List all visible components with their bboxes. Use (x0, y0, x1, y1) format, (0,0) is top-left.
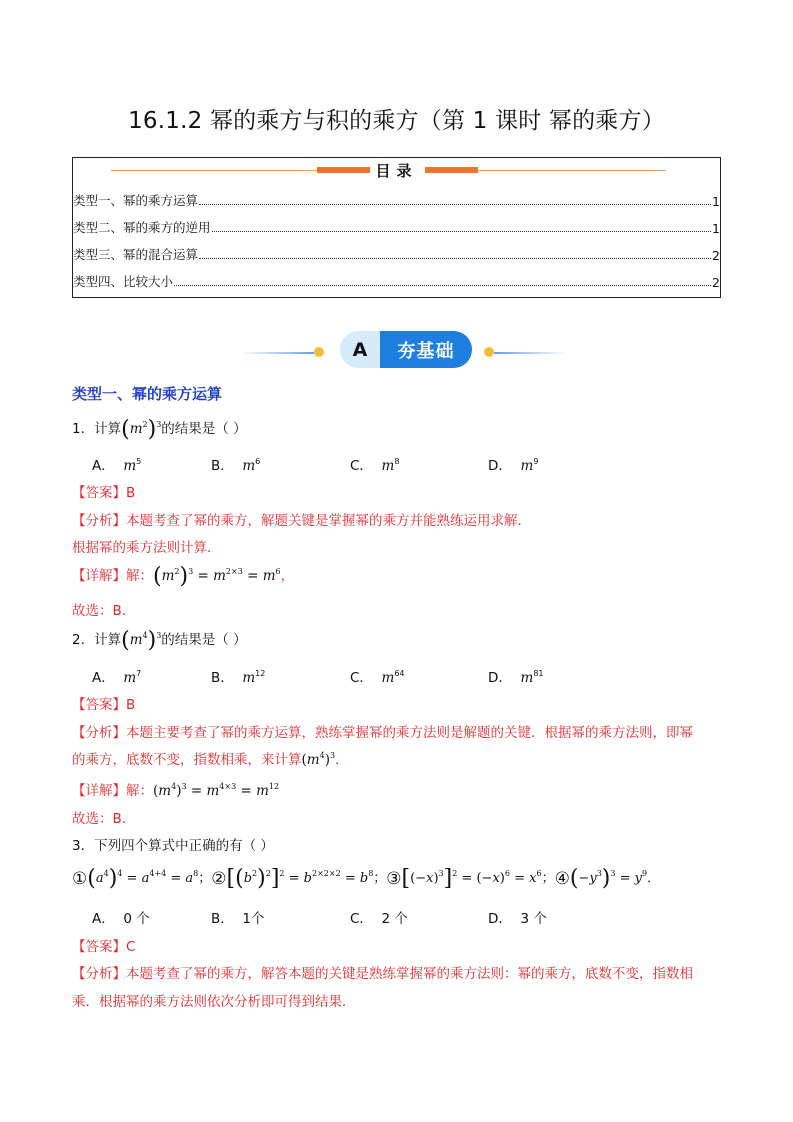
section-heading: 类型一、幂的乘方运算 (72, 385, 223, 403)
badge-pill (340, 331, 472, 368)
q2-analysis-2: 的乘方，底数不变，指数相乘，来计算$(m^4)^3$． (72, 751, 349, 768)
badge-dot-left (314, 347, 324, 357)
q3-analysis-2: 乘．根据幂的乘方法则依次分析即可得到结果． (72, 994, 356, 1010)
q3-option-b[interactable]: B． 1个 (211, 911, 265, 927)
toc-item-text: 类型二、幂的乘方的逆用 (73, 220, 211, 235)
question-2: 2．计算$(m^4)^3$的结果是（ ） (72, 628, 247, 653)
q2-analysis: 【分析】本题主要考查了幂的乘方运算，熟练掌握幂的乘方法则是解题的关键．根据幂的乘方法则，即幂 (72, 725, 693, 741)
toc-item[interactable] (73, 270, 720, 290)
toc-item-text: 类型一、幂的乘方运算 (73, 193, 199, 208)
q1-option-d[interactable]: D． $m^9$ (488, 457, 539, 474)
q3-option-c[interactable]: C． 2 个 (350, 911, 408, 927)
table-of-contents (72, 157, 721, 298)
q3-option-a[interactable]: A． 0 个 (92, 911, 150, 927)
q2-detail: 【详解】解：$(m^4)^3 = m^{4\times 3} = m^{12}$ (72, 782, 280, 799)
q1-option-c[interactable]: C． $m^8$ (350, 457, 400, 474)
q2-option-b[interactable]: B． $m^{12}$ (211, 669, 266, 686)
q3-option-d[interactable]: D． 3 个 (488, 911, 547, 927)
q1-option-a[interactable]: A． $m^5$ (92, 457, 142, 474)
q3-analysis: 【分析】本题考查了幂的乘方，解答本题的关键是熟练掌握幂的乘方法则：幂的乘方，底数不变，指数相 (72, 966, 693, 982)
toc-item-text: 类型四、比较大小 (73, 274, 174, 289)
toc-item-page: 1 (712, 221, 720, 236)
toc-item-text: 类型三、幂的混合运算 (73, 247, 199, 262)
toc-item-page: 2 (712, 248, 720, 263)
badge-text: 夯基础 (380, 331, 472, 368)
q1-analysis: 【分析】本题考查了幂的乘方，解题关键是掌握幂的乘方并能熟练运用求解． (72, 513, 531, 529)
q2-option-d[interactable]: D． $m^{81}$ (488, 669, 544, 686)
q2-option-a[interactable]: A． $m^7$ (92, 669, 142, 686)
toc-header (73, 158, 720, 184)
q3-answer: 【答案】C (72, 939, 136, 955)
toc-item-page: 1 (712, 194, 720, 209)
question-1: 1．计算$(m^2)^3$的结果是（ ） (72, 417, 247, 442)
q3-formulas: $①(a^4)^4 = a^{4+4} = a^8$；$②[(b^2)^2]^2 = b^{2\times 2\times 2} = b^8$；$③[(-x)^3]^2 = (-x)^6 = x^6$；$④(-y^3)^3 = y^9$． (72, 866, 661, 891)
toc-item[interactable] (73, 243, 720, 263)
q1-choose: 故选：B． (72, 603, 136, 619)
badge-dot-right (484, 347, 494, 357)
badge-line-left (240, 352, 314, 354)
toc-title: 目录 (375, 162, 418, 180)
badge-letter: A (340, 331, 380, 368)
section-badge (240, 331, 560, 371)
q2-answer: 【答案】B (72, 697, 136, 713)
q1-option-b[interactable]: B． $m^6$ (211, 457, 261, 474)
q1-analysis-2: 根据幂的乘方法则计算． (72, 540, 221, 556)
badge-line-right (494, 352, 568, 354)
question-3: 3．下列四个算式中正确的有（ ） (72, 838, 274, 854)
page-title: 16.1.2 幂的乘方与积的乘方（第 1 课时 幂的乘方） (128, 108, 665, 134)
q2-choose: 故选：B． (72, 811, 136, 827)
toc-item-page: 2 (712, 275, 720, 290)
q2-option-c[interactable]: C． $m^{64}$ (350, 669, 405, 686)
q1-answer: 【答案】B (72, 485, 136, 501)
toc-item[interactable] (73, 216, 720, 236)
q1-detail: 【详解】解：$(m^2)^3 = m^{2\times 3} = m^6$， (72, 564, 295, 589)
toc-item[interactable] (73, 189, 720, 209)
